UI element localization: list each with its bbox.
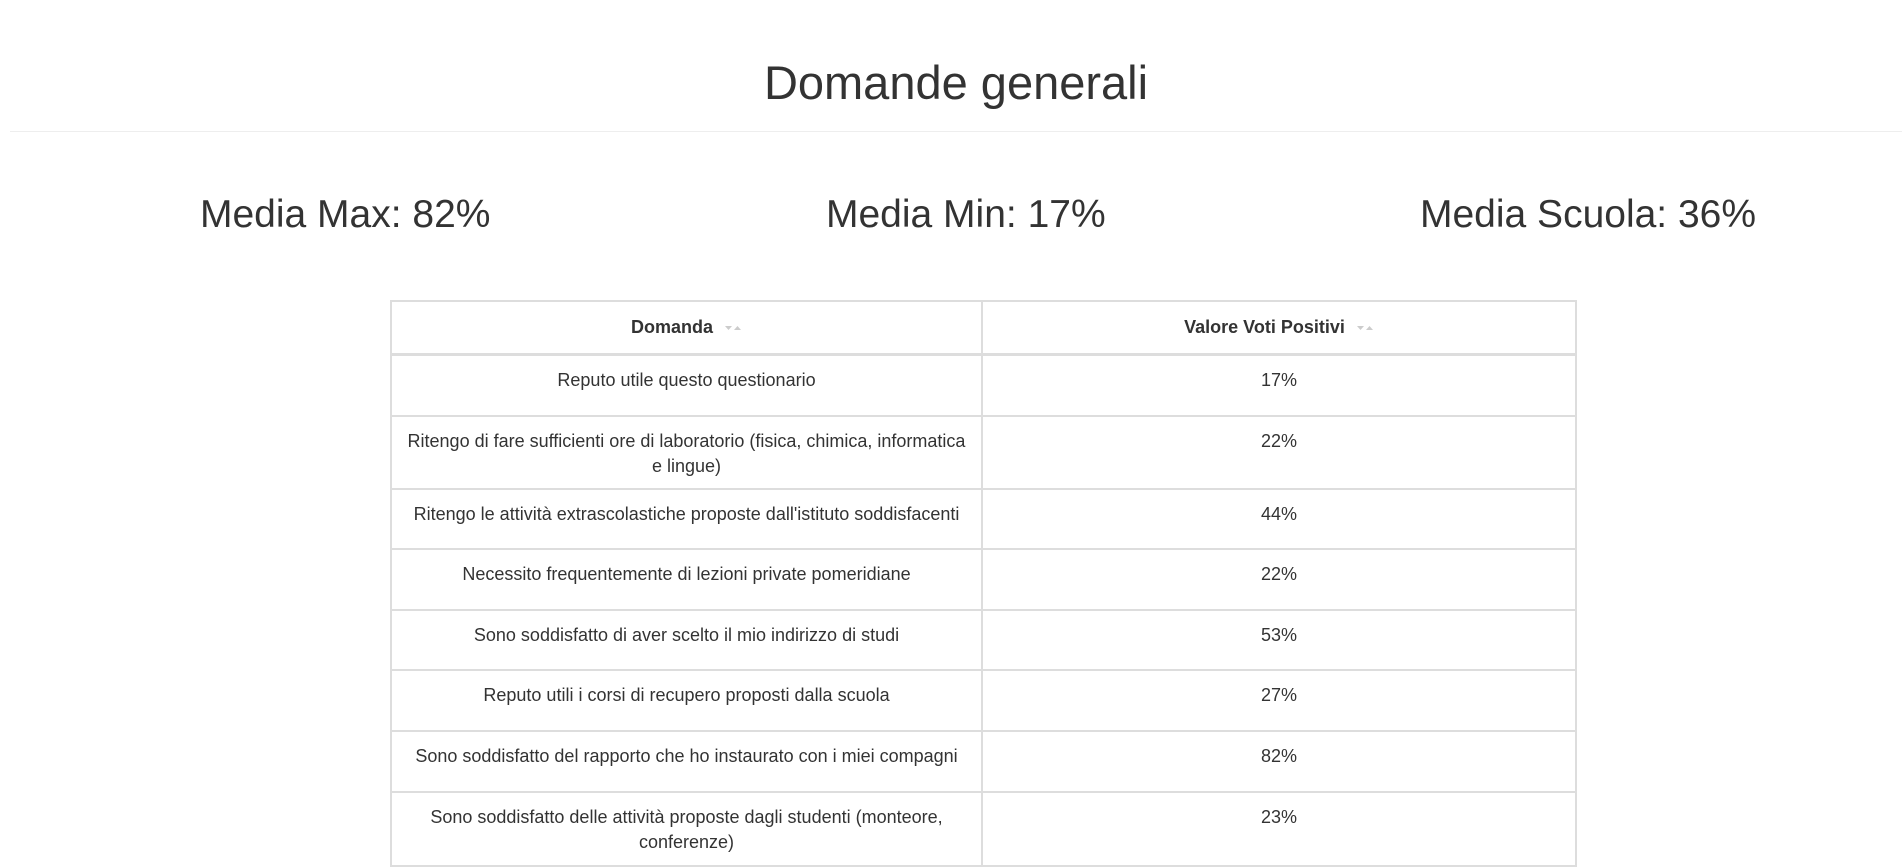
table-header-row	[391, 301, 1576, 355]
value-cell: 23%	[982, 792, 1576, 866]
table-row	[391, 731, 1576, 792]
sort-icon[interactable]	[1356, 324, 1374, 332]
results-table	[390, 300, 1577, 867]
column-header-domanda[interactable]	[391, 301, 982, 355]
question-cell: Necessito frequentemente di lezioni private pomeridiane	[391, 549, 982, 610]
media-min-stat: Media Min: 17%	[826, 193, 1106, 236]
question-cell: Ritengo di fare sufficienti ore di laboratorio (fisica, chimica, informatica e lingue)	[391, 416, 982, 489]
table-row	[391, 610, 1576, 670]
question-cell: Reputo utile questo questionario	[391, 355, 982, 417]
value-cell: 53%	[982, 610, 1576, 670]
table-row	[391, 792, 1576, 866]
table-row	[391, 670, 1576, 731]
table-row	[391, 355, 1576, 417]
value-cell: 22%	[982, 416, 1576, 489]
column-header-label: Valore Voti Positivi	[1184, 317, 1345, 337]
page-title: Domande generali	[763, 56, 1149, 109]
results-table-container	[390, 300, 1531, 867]
column-header-label: Domanda	[630, 317, 713, 337]
question-cell: Ritengo le attività extrascolastiche proposte dall'istituto soddisfacenti	[391, 489, 982, 549]
sort-icon[interactable]	[724, 324, 742, 332]
table-row	[391, 416, 1576, 489]
page-header	[10, 0, 1902, 132]
value-cell: 82%	[982, 731, 1576, 792]
question-cell: Sono soddisfatto delle attività proposte dagli studenti (monteore, conferenze)	[391, 792, 982, 866]
table-row	[391, 489, 1576, 549]
column-header-valore[interactable]	[982, 301, 1576, 355]
table-row	[391, 549, 1576, 610]
value-cell: 22%	[982, 549, 1576, 610]
stats-row	[0, 190, 1902, 250]
question-cell: Sono soddisfatto del rapporto che ho instaurato con i miei compagni	[391, 731, 982, 792]
question-cell: Reputo utili i corsi di recupero proposti dalla scuola	[391, 670, 982, 731]
media-max-stat: Media Max: 82%	[200, 193, 491, 236]
question-cell: Sono soddisfatto di aver scelto il mio indirizzo di studi	[391, 610, 982, 670]
value-cell: 27%	[982, 670, 1576, 731]
value-cell: 17%	[982, 355, 1576, 417]
value-cell: 44%	[982, 489, 1576, 549]
media-scuola-stat: Media Scuola: 36%	[1420, 193, 1757, 236]
